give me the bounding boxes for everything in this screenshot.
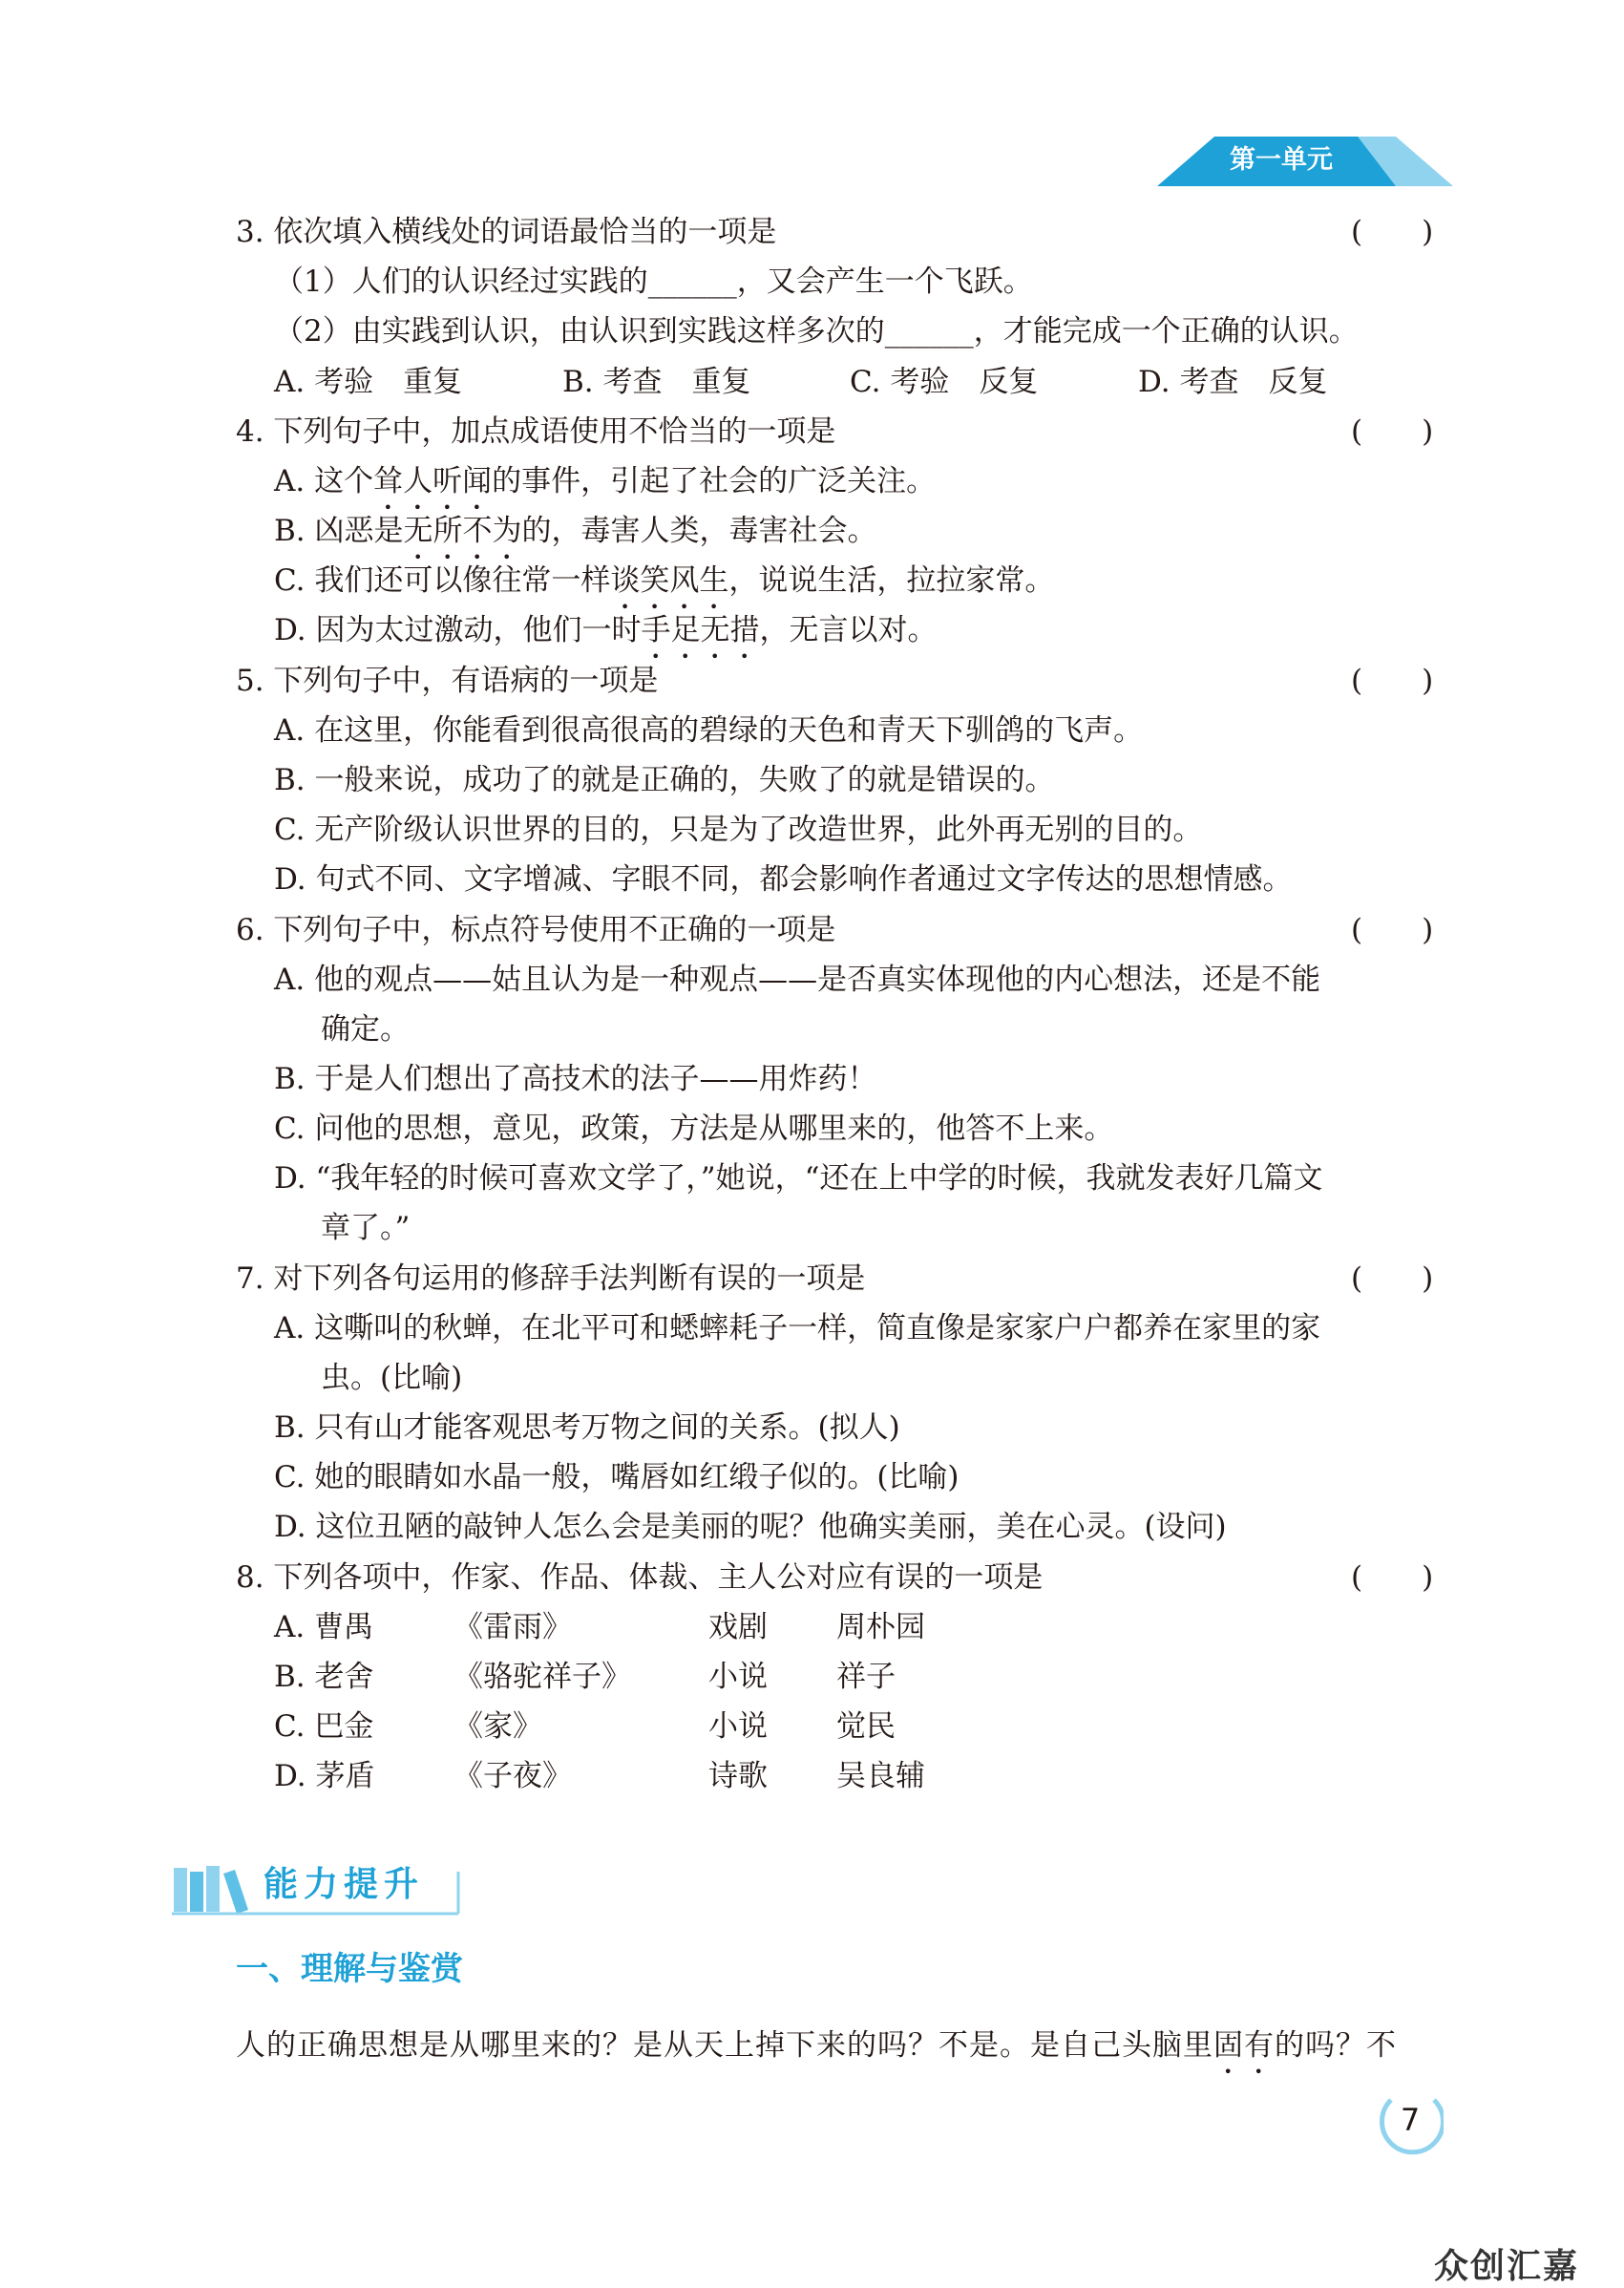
dotted-idiom: 耸人听闻 (373, 464, 493, 498)
q5-option-b: B. 一般来说，成功了的就是正确的，失败了的就是错误的。 (274, 763, 1055, 797)
page-number: 7 (1400, 2102, 1421, 2138)
q4-option-a: A. 这个耸人听闻的事件，引起了社会的广泛关注。 (274, 464, 937, 498)
q5-option-a: A. 在这里，你能看到很高很高的碧绿的天色和青天下驯鸽的飞声。 (274, 713, 1144, 748)
q8-row-d-work: 《子夜》 (453, 1759, 572, 1793)
q3-answer-bracket[interactable]: ( ) (1351, 215, 1434, 249)
q5-option-d: D. 句式不同、文字增减、字眼不同，都会影响作者通过文字传达的思想情感。 (274, 862, 1293, 897)
q3-option-d: D. 考查 反复 (1138, 365, 1328, 399)
q8-row-b-hero: 祥子 (836, 1660, 896, 1694)
q8-row-a-hero: 周朴园 (836, 1610, 925, 1644)
q4-option-b: B. 凶恶是无所不为的，毒害人类，毒害社会。 (274, 514, 877, 548)
q3-sentence-2: （2）由实践到认识，由认识到实践这样多次的______，才能完成一个正确的认识。 (274, 314, 1359, 349)
dotted-idiom: 谈笑风生 (610, 563, 729, 598)
q5-stem: 5. 下列句子中，有语病的一项是 (236, 664, 659, 698)
q6-option-a: A. 他的观点——姑且认为是一种观点——是否真实体现他的内心想法，还是不能 (274, 963, 1321, 997)
section-title: 能力提升 (264, 1865, 425, 1904)
q8-row-d-author: D. 茅盾 (274, 1759, 375, 1793)
q8-row-c-hero: 觉民 (836, 1709, 896, 1744)
q6-option-b: B. 于是人们想出了高技术的法子——用炸药！ (274, 1062, 877, 1096)
q8-row-a-author: A. 曹禺 (274, 1610, 374, 1644)
q8-row-a-work: 《雷雨》 (453, 1610, 572, 1644)
q7-option-c: C. 她的眼睛如水晶一般，嘴唇如红缎子似的。(比喻) (274, 1460, 960, 1494)
q5-answer-bracket[interactable]: ( ) (1351, 664, 1434, 698)
q7-option-d: D. 这位丑陋的敲钟人怎么会是美丽的呢？他确实美丽，美在心灵。(设问) (274, 1510, 1227, 1544)
dotted-idiom: 手足无措 (641, 613, 760, 647)
watermark: 众创汇嘉 (1434, 2247, 1580, 2286)
q4-answer-bracket[interactable]: ( ) (1351, 414, 1434, 449)
q8-row-a-genre: 戏剧 (708, 1610, 768, 1644)
q3-sentence-1: （1）人们的认识经过实践的______，又会产生一个飞跃。 (274, 265, 1033, 299)
q6-stem: 6. 下列句子中，标点符号使用不正确的一项是 (236, 913, 836, 947)
q8-row-c-genre: 小说 (708, 1709, 768, 1744)
q6-option-a-cont: 确定。 (321, 1012, 410, 1047)
q8-row-c-work: 《家》 (453, 1709, 542, 1744)
q7-option-b: B. 只有山才能客观思考万物之间的关系。(拟人) (274, 1410, 900, 1445)
dotted-word: 固有 (1213, 2028, 1275, 2063)
q4-stem: 4. 下列句子中，加点成语使用不恰当的一项是 (236, 414, 836, 449)
q6-answer-bracket[interactable]: ( ) (1351, 913, 1434, 947)
q7-option-a-cont: 虫。(比喻) (321, 1361, 463, 1395)
q4-option-d: D. 因为太过激动，他们一时手足无措，无言以对。 (274, 613, 938, 647)
section-subtitle: 一、理解与鉴赏 (236, 1950, 463, 1988)
q7-option-a: A. 这嘶叫的秋蝉，在北平可和蟋蟀耗子一样，简直像是家家户户都养在家里的家 (274, 1311, 1321, 1345)
unit-tab-label: 第一单元 (1230, 145, 1333, 175)
q4-option-c: C. 我们还可以像往常一样谈笑风生，说说生活，拉拉家常。 (274, 563, 1055, 598)
q8-row-d-hero: 吴良辅 (836, 1759, 925, 1793)
q3-option-a: A. 考验 重复 (274, 365, 463, 399)
q8-answer-bracket[interactable]: ( ) (1351, 1560, 1434, 1595)
dotted-idiom: 无所不为 (403, 514, 522, 548)
q6-option-d: D. “我年轻的时候可喜欢文学了，”她说，“还在上中学的时候，我就发表好几篇文 (274, 1161, 1323, 1196)
q3-option-b: B. 考查 重复 (562, 365, 751, 399)
q8-row-d-genre: 诗歌 (708, 1759, 768, 1793)
q7-answer-bracket[interactable]: ( ) (1351, 1261, 1434, 1296)
q6-option-d-cont: 章了。” (321, 1211, 411, 1245)
q3-stem: 3. 依次填入横线处的词语最恰当的一项是 (236, 215, 777, 249)
q8-stem: 8. 下列各项中，作家、作品、体裁、主人公对应有误的一项是 (236, 1560, 1044, 1595)
q8-row-b-work: 《骆驼祥子》 (453, 1660, 631, 1694)
q8-row-b-genre: 小说 (708, 1660, 768, 1694)
q8-row-c-author: C. 巴金 (274, 1709, 374, 1744)
q6-option-c: C. 问他的思想，意见，政策，方法是从哪里来的，他答不上来。 (274, 1112, 1114, 1146)
passage-line: 人的正确思想是从哪里来的？是从天上掉下来的吗？不是。是自己头脑里固有的吗？不 (236, 2028, 1397, 2063)
q5-option-c: C. 无产阶级认识世界的目的，只是为了改造世界，此外再无别的目的。 (274, 813, 1203, 847)
q7-stem: 7. 对下列各句运用的修辞手法判断有误的一项是 (236, 1261, 866, 1296)
q3-option-c: C. 考验 反复 (850, 365, 1039, 399)
q8-row-b-author: B. 老舍 (274, 1660, 374, 1694)
